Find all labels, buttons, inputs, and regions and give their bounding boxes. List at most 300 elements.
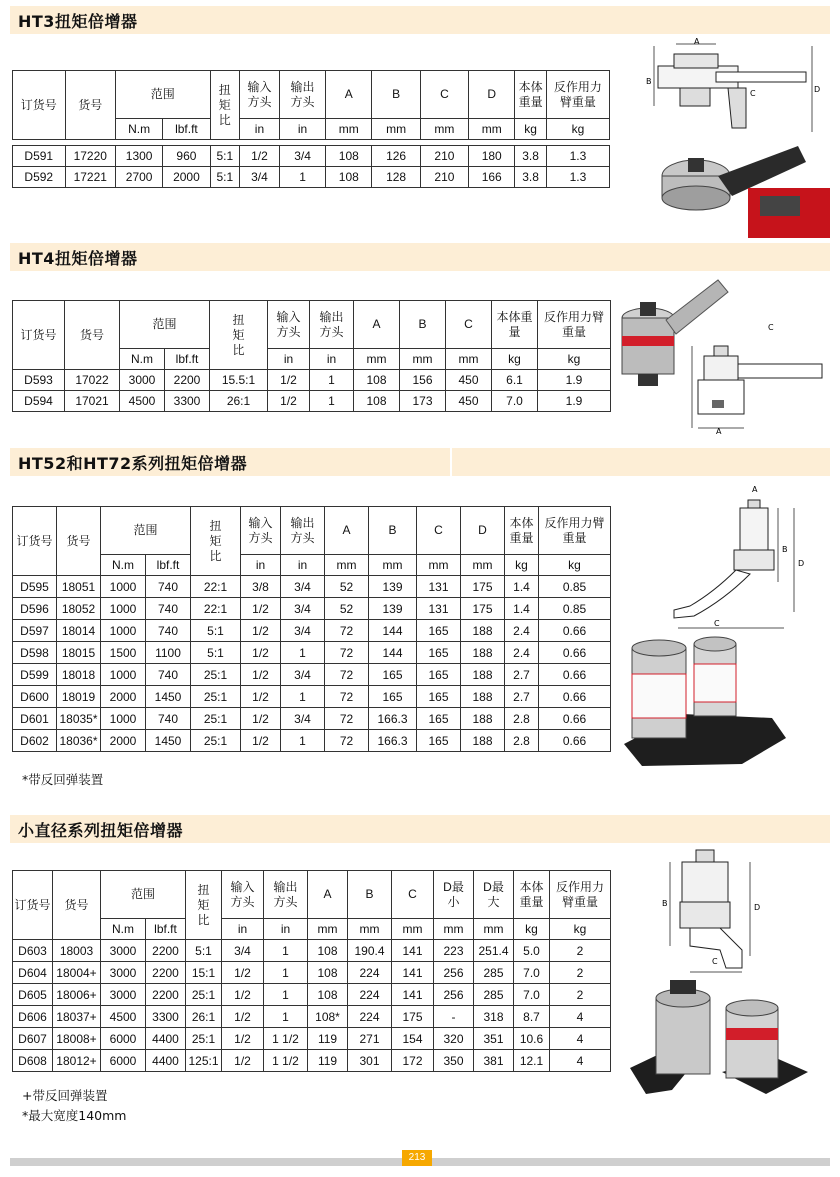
cell: 2700 [115, 167, 162, 188]
cell: 18037+ [53, 1006, 101, 1028]
cell: 165 [417, 642, 461, 664]
cell: 18019 [57, 686, 101, 708]
cell: 1000 [101, 598, 146, 620]
cell: 0.85 [539, 598, 611, 620]
dim-label-a: A [694, 37, 700, 46]
cell: 108 [326, 167, 372, 188]
col-weight: 本体重量 [505, 507, 539, 555]
cell: 166.3 [369, 708, 417, 730]
col-range: 范围 [101, 871, 186, 919]
cell: 12.1 [514, 1050, 550, 1072]
cell: 188 [461, 664, 505, 686]
cell: 0.66 [539, 664, 611, 686]
dim-label-a: A [716, 427, 722, 436]
cell: 175 [461, 576, 505, 598]
col-a: A [308, 871, 348, 919]
section-band-ht52-right [452, 448, 830, 476]
col-input: 输入方头 [222, 871, 264, 919]
cell: 1 [264, 940, 308, 962]
cell: 4500 [120, 391, 165, 412]
col-d: D [469, 71, 515, 119]
cell: 1/2 [241, 664, 281, 686]
table-row [13, 664, 611, 686]
cell: 166.3 [369, 730, 417, 752]
cell: 1/2 [222, 1028, 264, 1050]
table-row [13, 940, 611, 962]
cell: 1/2 [241, 708, 281, 730]
cell: 3000 [101, 984, 146, 1006]
col-order: 订货号 [13, 871, 53, 940]
cell: 108 [354, 391, 400, 412]
spec-table-ht4 [12, 300, 611, 412]
cell: 1.4 [505, 598, 539, 620]
cell: 131 [417, 576, 461, 598]
cell: 165 [417, 620, 461, 642]
cell: - [434, 1006, 474, 1028]
cell: 1.4 [505, 576, 539, 598]
col-ratio: 扭矩比 [210, 71, 239, 140]
unit-cell: lbf.ft [165, 349, 210, 370]
cell: D600 [13, 686, 57, 708]
cell: 17220 [65, 146, 115, 167]
col-b: B [372, 71, 420, 119]
cell: 3/4 [281, 708, 325, 730]
cell: D596 [13, 598, 57, 620]
cell: 2 [550, 940, 611, 962]
cell: 72 [325, 730, 369, 752]
cell: 18036* [57, 730, 101, 752]
unit-cell: kg [514, 919, 550, 940]
cell: 224 [348, 984, 392, 1006]
cell: 1100 [146, 642, 191, 664]
cell: 108 [308, 940, 348, 962]
cell: 72 [325, 708, 369, 730]
cell: 3000 [101, 940, 146, 962]
cell: 1500 [101, 642, 146, 664]
unit-cell: in [240, 119, 280, 140]
cell: 131 [417, 598, 461, 620]
cell: 2200 [146, 962, 186, 984]
cell: 2.7 [505, 664, 539, 686]
cell: 175 [392, 1006, 434, 1028]
cell: 22:1 [191, 576, 241, 598]
cell: 210 [420, 146, 468, 167]
cell: 2200 [165, 370, 210, 391]
table-row [13, 642, 611, 664]
table-row [13, 370, 611, 391]
cell: D602 [13, 730, 57, 752]
table-row [13, 146, 610, 167]
cell: 165 [417, 686, 461, 708]
unit-cell: mm [420, 119, 468, 140]
cell: 15:1 [186, 962, 222, 984]
col-b: B [400, 301, 446, 349]
col-b: B [348, 871, 392, 919]
table-row [13, 1050, 611, 1072]
unit-cell: mm [474, 919, 514, 940]
table-row [13, 730, 611, 752]
spec-table-small [12, 870, 611, 1072]
cell: 18003 [53, 940, 101, 962]
table-row [13, 167, 610, 188]
cell: 223 [434, 940, 474, 962]
cell: 52 [325, 576, 369, 598]
cell: 72 [325, 664, 369, 686]
cell: 740 [146, 576, 191, 598]
unit-cell: N.m [115, 119, 162, 140]
section-title-ht52: HT52和HT72系列扭矩倍增器 [18, 454, 248, 473]
cell: 18018 [57, 664, 101, 686]
cell: 5:1 [210, 146, 239, 167]
cell: 72 [325, 620, 369, 642]
cell: 1.3 [546, 167, 609, 188]
cell: 175 [461, 598, 505, 620]
unit-cell: kg [492, 349, 538, 370]
cell: 450 [446, 370, 492, 391]
cell: 1/2 [241, 598, 281, 620]
cell: 156 [400, 370, 446, 391]
cell: 1450 [146, 686, 191, 708]
unit-cell: mm [348, 919, 392, 940]
table-row [13, 620, 611, 642]
unit-cell: in [222, 919, 264, 940]
cell: 0.66 [539, 730, 611, 752]
unit-cell: kg [505, 555, 539, 576]
cell: 144 [369, 620, 417, 642]
cell: 165 [417, 708, 461, 730]
unit-cell: N.m [101, 555, 146, 576]
cell: 1/2 [222, 962, 264, 984]
unit-cell: kg [550, 919, 611, 940]
cell: D594 [13, 391, 65, 412]
cell: 1 [264, 984, 308, 1006]
unit-cell: mm [308, 919, 348, 940]
table-row [13, 962, 611, 984]
small-dimension-diagram [660, 846, 810, 974]
dim-label-c: C [750, 89, 756, 98]
cell: 210 [420, 167, 468, 188]
col-item: 货号 [57, 507, 101, 576]
col-weight: 本体重量 [492, 301, 538, 349]
cell: 4 [550, 1006, 611, 1028]
cell: 3/4 [281, 576, 325, 598]
unit-cell: kg [515, 119, 547, 140]
cell: 188 [461, 620, 505, 642]
cell: 4 [550, 1028, 611, 1050]
col-output: 输出方头 [281, 507, 325, 555]
cell: 5:1 [191, 620, 241, 642]
cell: 26:1 [186, 1006, 222, 1028]
cell: 1/2 [222, 1050, 264, 1072]
cell: 3/4 [281, 664, 325, 686]
cell: 18008+ [53, 1028, 101, 1050]
dim-label-a: A [752, 485, 758, 494]
cell: 2000 [101, 730, 146, 752]
footnote: *最大宽度140mm [22, 1108, 127, 1123]
col-arm: 反作用力臂重量 [538, 301, 611, 349]
cell: 173 [400, 391, 446, 412]
unit-cell: in [241, 555, 281, 576]
cell: 3/4 [279, 146, 325, 167]
col-a: A [326, 71, 372, 119]
cell: 3/4 [281, 598, 325, 620]
col-arm: 反作用力臂重量 [550, 871, 611, 919]
spec-table-ht52 [12, 506, 611, 752]
cell: 166 [469, 167, 515, 188]
cell: 188 [461, 730, 505, 752]
cell: 1000 [101, 576, 146, 598]
cell: 3/4 [240, 167, 280, 188]
cell: 285 [474, 984, 514, 1006]
cell: 17221 [65, 167, 115, 188]
cell: 6000 [101, 1028, 146, 1050]
col-range: 范围 [115, 71, 210, 119]
col-c: C [417, 507, 461, 555]
cell: 960 [163, 146, 210, 167]
cell: 0.66 [539, 620, 611, 642]
cell: 3/8 [241, 576, 281, 598]
cell: D605 [13, 984, 53, 1006]
unit-cell: mm [417, 555, 461, 576]
unit-cell: mm [372, 119, 420, 140]
unit-cell: N.m [120, 349, 165, 370]
cell: 2.7 [505, 686, 539, 708]
cell: 180 [469, 146, 515, 167]
cell: 2.8 [505, 730, 539, 752]
cell: 740 [146, 620, 191, 642]
cell: 1 [281, 642, 325, 664]
cell: 1 [310, 391, 354, 412]
cell: 1 [279, 167, 325, 188]
cell: 1 [264, 1006, 308, 1028]
col-item: 货号 [65, 71, 115, 140]
cell: 0.66 [539, 642, 611, 664]
unit-cell: kg [538, 349, 611, 370]
section-title-small: 小直径系列扭矩倍增器 [18, 821, 184, 840]
cell: 18052 [57, 598, 101, 620]
cell: 1300 [115, 146, 162, 167]
unit-cell: mm [369, 555, 417, 576]
cell: 4 [550, 1050, 611, 1072]
col-ratio: 扭矩比 [186, 871, 222, 940]
table-row [13, 576, 611, 598]
cell: 1.9 [538, 391, 611, 412]
cell: 15.5:1 [210, 370, 268, 391]
cell: 271 [348, 1028, 392, 1050]
cell: 1/2 [241, 642, 281, 664]
cell: 3300 [146, 1006, 186, 1028]
table-row [13, 984, 611, 1006]
table-row [13, 708, 611, 730]
cell: 25:1 [186, 984, 222, 1006]
cell: D598 [13, 642, 57, 664]
col-output: 输出方头 [279, 71, 325, 119]
cell: 165 [369, 686, 417, 708]
cell: 2 [550, 962, 611, 984]
col-output: 输出方头 [310, 301, 354, 349]
cell: 25:1 [191, 686, 241, 708]
col-dmin: D最小 [434, 871, 474, 919]
unit-cell: mm [461, 555, 505, 576]
cell: 1/2 [241, 686, 281, 708]
col-weight: 本体重量 [514, 871, 550, 919]
unit-cell: lbf.ft [146, 919, 186, 940]
col-input: 输入方头 [268, 301, 310, 349]
cell: 26:1 [210, 391, 268, 412]
cell: 165 [369, 664, 417, 686]
cell: 3.8 [515, 146, 547, 167]
cell: 25:1 [191, 708, 241, 730]
dim-label-b: B [782, 545, 788, 554]
col-item: 货号 [53, 871, 101, 940]
dim-label-d: D [754, 903, 761, 912]
cell: 18006+ [53, 984, 101, 1006]
table-row [13, 1028, 611, 1050]
cell: 5:1 [191, 642, 241, 664]
col-dmax: D最大 [474, 871, 514, 919]
cell: 1.3 [546, 146, 609, 167]
cell: 1/2 [222, 984, 264, 1006]
cell: 0.85 [539, 576, 611, 598]
cell: 125:1 [186, 1050, 222, 1072]
unit-cell: N.m [101, 919, 146, 940]
col-arm: 反作用力臂重量 [546, 71, 609, 119]
cell: 108 [308, 962, 348, 984]
cell: 172 [392, 1050, 434, 1072]
cell: 17021 [65, 391, 120, 412]
dim-label-d: D [798, 559, 804, 568]
col-c: C [420, 71, 468, 119]
cell: D592 [13, 167, 66, 188]
cell: D593 [13, 370, 65, 391]
dim-label-c: C [768, 323, 774, 332]
table-row [13, 598, 611, 620]
cell: 740 [146, 664, 191, 686]
col-c: C [446, 301, 492, 349]
section-title-ht3: HT3扭矩倍增器 [18, 12, 138, 31]
cell: 4400 [146, 1050, 186, 1072]
cell: 740 [146, 708, 191, 730]
cell: D591 [13, 146, 66, 167]
cell: 188 [461, 642, 505, 664]
cell: 2.4 [505, 642, 539, 664]
cell: 1/2 [268, 370, 310, 391]
unit-cell: mm [392, 919, 434, 940]
col-range: 范围 [120, 301, 210, 349]
unit-cell: lbf.ft [163, 119, 210, 140]
col-a: A [325, 507, 369, 555]
col-order: 订货号 [13, 301, 65, 370]
col-output: 输出方头 [264, 871, 308, 919]
cell: 2.4 [505, 620, 539, 642]
cell: 22:1 [191, 598, 241, 620]
table-row [13, 391, 611, 412]
cell: 139 [369, 576, 417, 598]
cell: 450 [446, 391, 492, 412]
cell: 4500 [101, 1006, 146, 1028]
unit-cell: in [281, 555, 325, 576]
cell: 25:1 [191, 730, 241, 752]
col-item: 货号 [65, 301, 120, 370]
cell: 1/2 [241, 730, 281, 752]
cell: 25:1 [191, 664, 241, 686]
ht4-dimension-diagram [686, 318, 830, 436]
unit-cell: lbf.ft [146, 555, 191, 576]
cell: 350 [434, 1050, 474, 1072]
cell: 5:1 [186, 940, 222, 962]
cell: 18012+ [53, 1050, 101, 1072]
col-order: 订货号 [13, 71, 66, 140]
col-ratio: 扭矩比 [210, 301, 268, 370]
unit-cell: in [268, 349, 310, 370]
dim-label-c: C [712, 957, 718, 966]
cell: 1450 [146, 730, 191, 752]
cell: 8.7 [514, 1006, 550, 1028]
cell: 7.0 [514, 984, 550, 1006]
cell: 4400 [146, 1028, 186, 1050]
unit-cell: in [310, 349, 354, 370]
cell: 18051 [57, 576, 101, 598]
cell: 52 [325, 598, 369, 620]
cell: 141 [392, 984, 434, 1006]
col-b: B [369, 507, 417, 555]
col-input: 输入方头 [240, 71, 280, 119]
cell: 0.66 [539, 708, 611, 730]
cell: 256 [434, 984, 474, 1006]
cell: 18014 [57, 620, 101, 642]
dim-label-b: B [646, 77, 652, 86]
cell: D601 [13, 708, 57, 730]
cell: 139 [369, 598, 417, 620]
cell: 2000 [101, 686, 146, 708]
unit-cell: mm [326, 119, 372, 140]
cell: 2.8 [505, 708, 539, 730]
cell: 1000 [101, 664, 146, 686]
cell: 3.8 [515, 167, 547, 188]
cell: 3000 [120, 370, 165, 391]
cell: 1/2 [268, 391, 310, 412]
cell: 224 [348, 1006, 392, 1028]
cell: 154 [392, 1028, 434, 1050]
col-arm: 反作用力臂重量 [539, 507, 611, 555]
cell: 256 [434, 962, 474, 984]
cell: 318 [474, 1006, 514, 1028]
cell: 18004+ [53, 962, 101, 984]
cell: 3000 [101, 962, 146, 984]
cell: 3/4 [281, 620, 325, 642]
cell: 301 [348, 1050, 392, 1072]
cell: 7.0 [514, 962, 550, 984]
page-number: 213 [402, 1150, 432, 1166]
col-input: 输入方头 [241, 507, 281, 555]
ht52-product-photo [622, 634, 788, 772]
cell: 2 [550, 984, 611, 1006]
cell: 1 [281, 686, 325, 708]
table-row [13, 686, 611, 708]
cell: 10.6 [514, 1028, 550, 1050]
small-product-photo [626, 972, 816, 1100]
col-order: 订货号 [13, 507, 57, 576]
cell: 5:1 [210, 167, 239, 188]
cell: D595 [13, 576, 57, 598]
cell: D604 [13, 962, 53, 984]
unit-cell: mm [434, 919, 474, 940]
unit-cell: in [264, 919, 308, 940]
cell: D603 [13, 940, 53, 962]
cell: 18035* [57, 708, 101, 730]
unit-cell: mm [469, 119, 515, 140]
cell: 2000 [163, 167, 210, 188]
